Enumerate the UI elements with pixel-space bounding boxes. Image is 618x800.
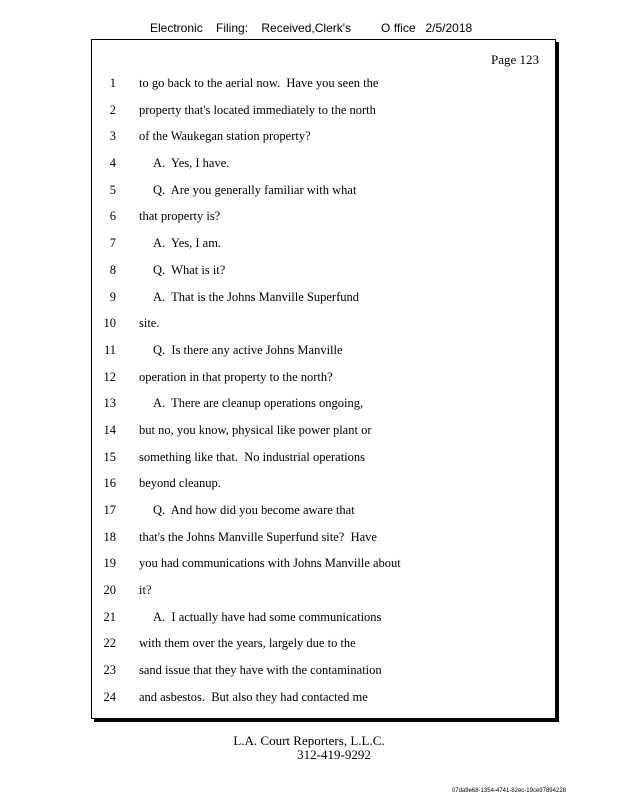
line-text: to go back to the aerial now. Have you seen the (139, 76, 379, 90)
transcript-line (92, 230, 555, 257)
line-number: 10 (103, 316, 116, 331)
line-number: 14 (103, 422, 116, 437)
line-text: but no, you know, physical like power plant or (139, 422, 372, 437)
line-text: A. That is the Johns Manville Superfund (153, 289, 359, 304)
transcript-line (92, 177, 555, 204)
line-text: A. There are cleanup operations ongoing, (153, 396, 364, 411)
transcript-line (92, 470, 555, 497)
transcript-line (92, 524, 555, 551)
line-number: 24 (103, 689, 116, 704)
line-text: beyond cleanup. (139, 476, 221, 491)
line-number: 13 (103, 396, 116, 411)
transcript-line (92, 417, 555, 444)
transcript-lines (92, 70, 555, 711)
transcript-line (92, 337, 555, 364)
line-text: you had communications with Johns Manville about (139, 556, 401, 571)
line-number: 5 (109, 182, 116, 197)
line-number: 20 (103, 583, 116, 598)
electronic-filing-header: Electronic Filing: Received,Clerk's O ffice 2/5/2018 (150, 21, 473, 35)
line-text: Q. Is there any active Johns Manville (153, 342, 343, 357)
line-number: 1 (109, 76, 116, 90)
line-number: 21 (103, 609, 116, 624)
line-number: 3 (109, 129, 116, 144)
transcript-line (92, 310, 555, 337)
line-text: of the Waukegan station property? (139, 129, 311, 144)
line-number: 6 (109, 209, 116, 224)
transcript-line (92, 150, 555, 177)
line-text: A. Yes, I am. (153, 236, 222, 251)
line-number: 23 (103, 663, 116, 678)
line-number: 16 (103, 476, 116, 491)
line-text: property that's located immediately to the north (139, 102, 376, 117)
court-reporter-footer (0, 734, 618, 762)
line-text: with them over the years, largely due to the (139, 636, 356, 651)
line-number: 7 (109, 236, 116, 251)
transcript-line (92, 684, 555, 711)
document-id: 07da9e68-1354-4741-82ec-19ce97894228 (451, 788, 566, 794)
line-text: and asbestos. But also they had contacted me (139, 689, 368, 704)
line-text: Q. What is it? (153, 262, 226, 277)
transcript-line (92, 390, 555, 417)
transcript-line (92, 577, 555, 604)
court-reporter-phone: 312-419-9292 (297, 747, 371, 762)
line-text: it? (139, 583, 152, 598)
line-text: Q. Are you generally familiar with what (153, 182, 357, 197)
line-text: A. Yes, I have. (153, 156, 230, 171)
transcript-page (91, 39, 556, 719)
page-number: Page 123 (490, 52, 539, 67)
line-number: 9 (109, 289, 116, 304)
line-number: 11 (103, 342, 116, 357)
line-text: that property is? (139, 209, 221, 224)
line-text: sand issue that they have with the contamination (139, 663, 382, 678)
transcript-line (92, 604, 555, 631)
transcript-line (92, 123, 555, 150)
line-text: that's the Johns Manville Superfund site? Have (139, 529, 377, 544)
line-number: 4 (109, 156, 116, 171)
line-number: 8 (109, 262, 116, 277)
transcript-line (92, 550, 555, 577)
line-number: 15 (103, 449, 116, 464)
line-number: 17 (103, 503, 116, 517)
line-text: something like that. No industrial operations (139, 449, 366, 464)
line-number: 12 (103, 369, 116, 384)
line-number: 19 (103, 556, 116, 571)
court-reporter-name: L.A. Court Reporters, L.L.C. (233, 733, 385, 748)
transcript-line (92, 497, 555, 524)
transcript-line (92, 70, 555, 97)
transcript-line (92, 284, 555, 311)
line-text: Q. And how did you become aware that (153, 503, 355, 517)
transcript-line (92, 364, 555, 391)
transcript-line (92, 630, 555, 657)
line-text: operation in that property to the north? (139, 369, 333, 384)
line-number: 22 (103, 636, 116, 651)
line-number: 18 (103, 529, 116, 544)
transcript-line (92, 444, 555, 471)
transcript-line (92, 97, 555, 124)
transcript-line (92, 657, 555, 684)
line-number: 2 (109, 102, 116, 117)
line-text: A. I actually have had some communications (153, 609, 382, 624)
line-text: site. (139, 316, 160, 331)
transcript-line (92, 203, 555, 230)
transcript-line (92, 257, 555, 284)
